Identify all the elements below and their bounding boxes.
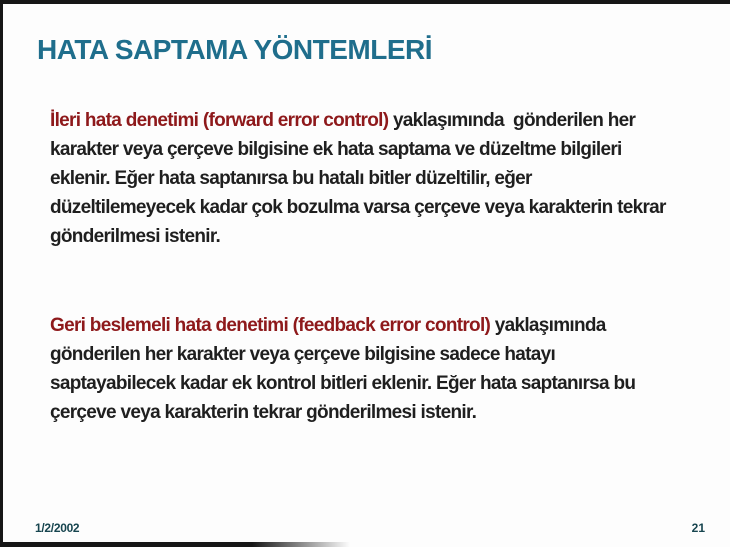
frame-bottom-border	[0, 542, 350, 547]
paragraph-feedback-error-control	[50, 311, 668, 427]
frame-left-border	[0, 0, 3, 547]
lead-text-forward-error-control: İleri hata denetimi (forward error control)	[50, 110, 389, 131]
lead-text-feedback-error-control: Geri beslemeli hata denetimi (feedback error control)	[50, 315, 491, 336]
body-text-forward-error-control: yaklaşımında gönderilen her karakter veya çerçeve bilgisine ek hata saptama ve düzeltme bilgileri eklenir. Eğer hata saptanırsa bu hatalı bitler düzeltilir, eğer düzeltilemeyecek kadar çok bozulma varsa çerçeve veya karakterin tekrar gönderilmesi istenir.	[50, 110, 671, 247]
paragraph-forward-error-control	[50, 106, 671, 251]
body-text-feedback-error-control: yaklaşımında gönderilen her karakter veya çerçeve bilgisine sadece hatayı saptayabilecek kadar ek kontrol bitleri eklenir. Eğer hata saptanırsa bu çerçeve veya karakterin tekrar gönderilmesi istenir.	[50, 315, 640, 423]
slide-title: HATA SAPTAMA YÖNTEMLERİ	[37, 34, 433, 65]
slide-body	[50, 106, 671, 427]
frame-top-border	[0, 0, 730, 4]
footer-date: 1/2/2002	[35, 521, 80, 535]
page-number: 21	[691, 521, 705, 535]
